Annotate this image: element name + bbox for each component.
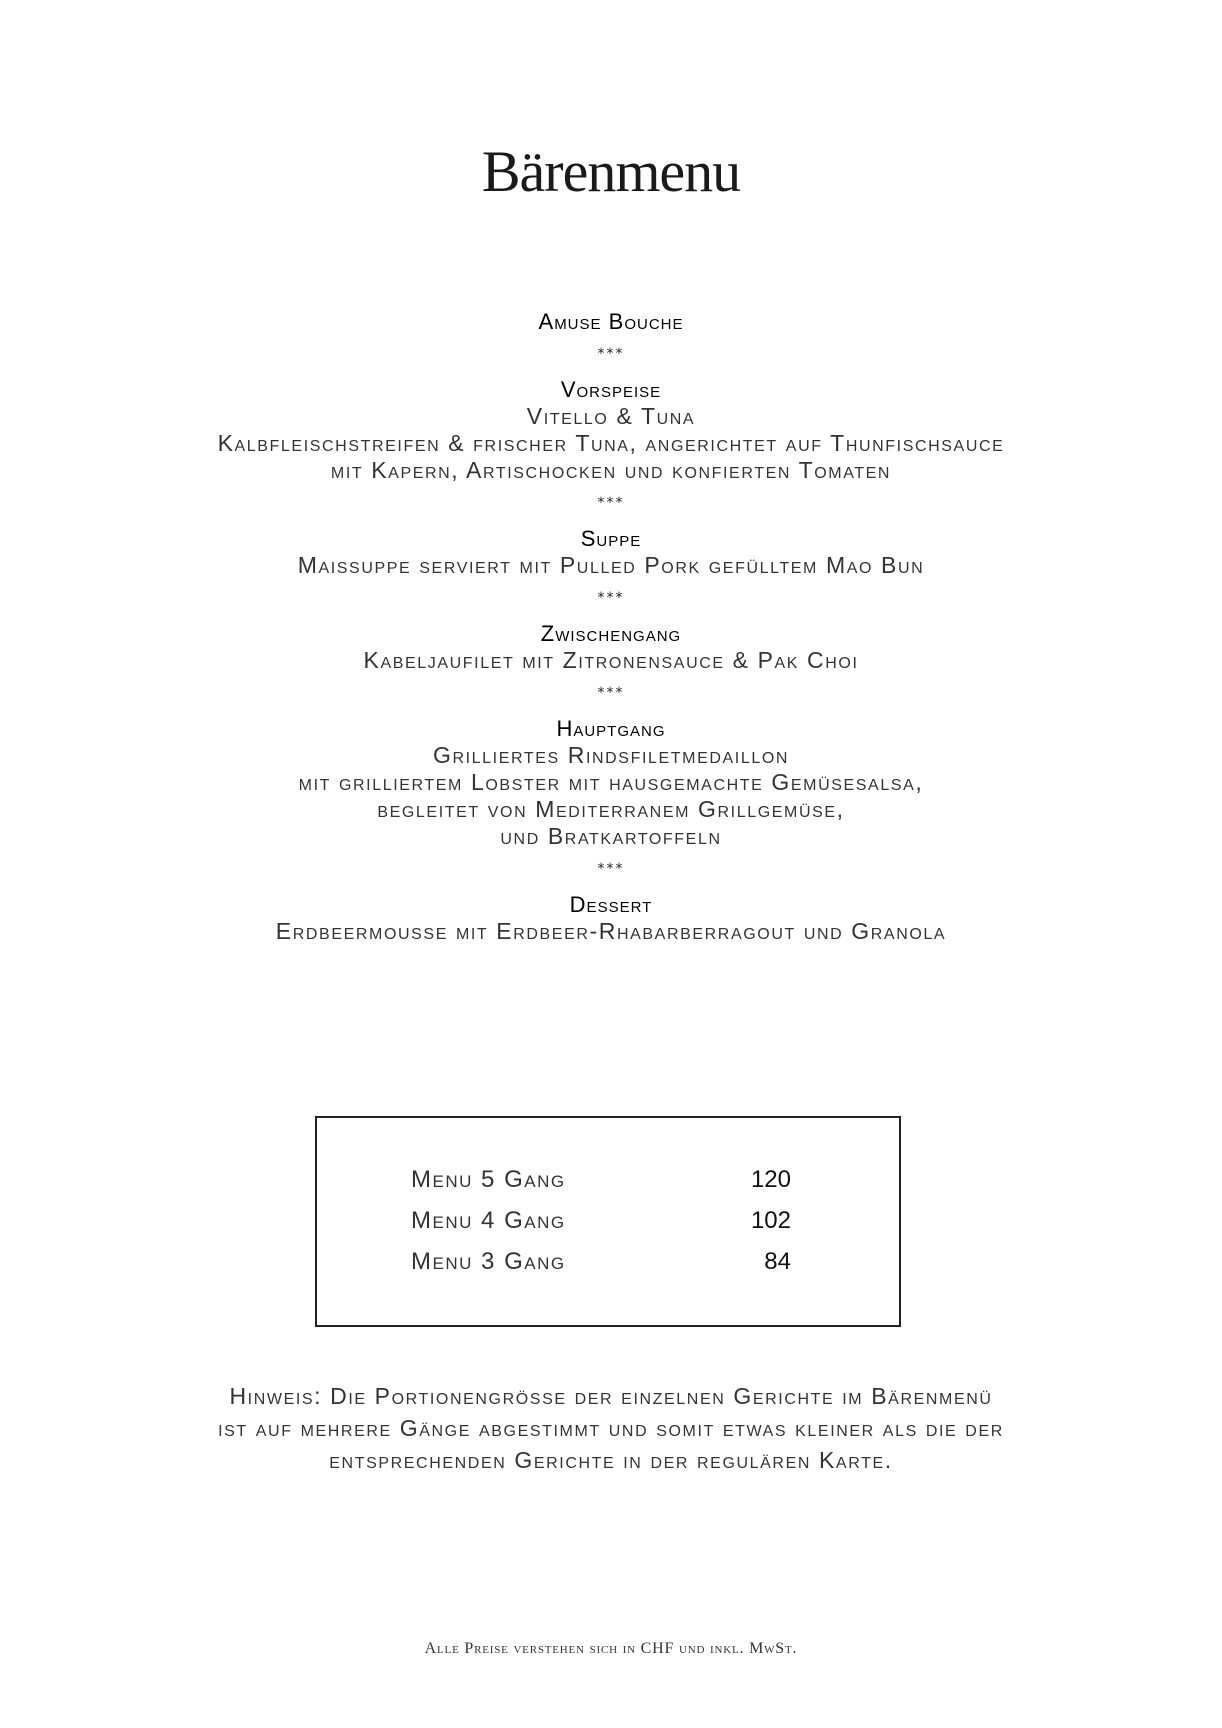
course-separator: *** — [597, 495, 625, 511]
course-description-line: Kalbfleischstreifen & frischer Tuna, angerichtet auf Thunfischsauce — [217, 430, 1005, 456]
price-row — [411, 1207, 791, 1237]
course-separator: *** — [597, 685, 625, 701]
note-line: ist auf mehrere Gänge abgestimmt und somit etwas kleiner als die der — [218, 1415, 1004, 1441]
price-value: 120 — [750, 1166, 791, 1193]
price-footer: Alle Preise verstehen sich in CHF und inkl. MwSt. — [424, 1640, 798, 1657]
price-row — [411, 1166, 791, 1196]
price-label: Menu 3 Gang — [411, 1248, 566, 1275]
course-heading: Zwischengang — [540, 621, 682, 646]
course-heading: Suppe — [580, 526, 642, 551]
course-heading: Amuse Bouche — [538, 309, 684, 334]
course-zwischengang — [0, 620, 1222, 674]
course-hauptgang — [0, 715, 1222, 850]
course-separator: *** — [597, 590, 625, 606]
price-value: 102 — [750, 1207, 791, 1234]
price-box — [315, 1116, 901, 1327]
price-label: Menu 5 Gang — [411, 1166, 566, 1193]
course-description-line: mit grilliertem Lobster mit hausgemachte Gemüsesalsa, — [298, 769, 924, 795]
course-dish-name: Grilliertes Rindsfiletmedaillon — [432, 742, 790, 768]
course-suppe — [0, 525, 1222, 579]
course-heading: Dessert — [569, 892, 653, 917]
course-amuse-bouche — [0, 308, 1222, 335]
note-line: entsprechenden Gerichte in der regulären Karte. — [329, 1447, 893, 1473]
menu-title: Bärenmenu — [481, 139, 741, 204]
course-description-line: und Bratkartoffeln — [500, 823, 722, 849]
course-description-line: Maissuppe serviert mit Pulled Pork gefülltem Mao Bun — [297, 552, 925, 578]
course-dish-name: Vitello & Tuna — [526, 403, 696, 429]
course-heading: Vorspeise — [560, 377, 662, 402]
price-label: Menu 4 Gang — [411, 1207, 566, 1234]
course-description-line: mit Kapern, Artischocken und konfierten Tomaten — [330, 457, 892, 483]
course-dessert — [0, 891, 1222, 945]
course-separator: *** — [597, 346, 625, 362]
course-list — [0, 308, 1222, 945]
course-heading: Hauptgang — [556, 716, 666, 741]
price-value: 84 — [764, 1248, 791, 1275]
course-description-line: Erdbeermousse mit Erdbeer-Rhabarberragout und Granola — [275, 918, 947, 944]
course-description-line: Kabeljaufilet mit Zitronensauce & Pak Choi — [363, 647, 859, 673]
course-separator: *** — [597, 861, 625, 877]
price-row — [411, 1248, 791, 1278]
course-vorspeise — [0, 376, 1222, 484]
course-description-line: begleitet von Mediterranem Grillgemüse, — [377, 796, 845, 822]
note-line: Hinweis: Die Portionengrösse der einzelnen Gerichte im Bärenmenü — [229, 1383, 993, 1409]
portion-note — [0, 1380, 1222, 1476]
